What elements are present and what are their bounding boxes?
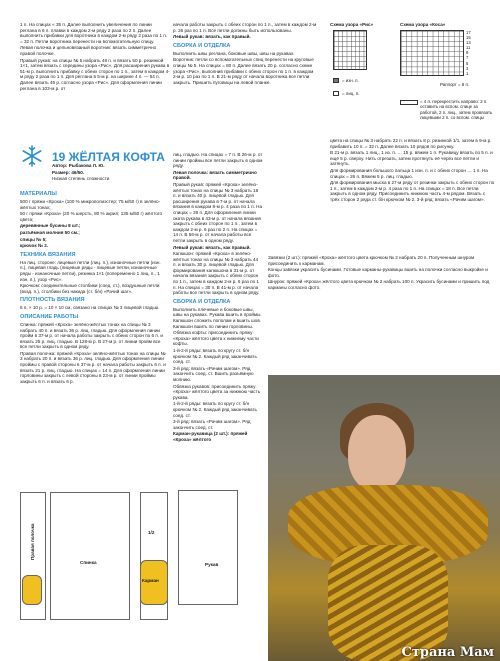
snowflake-icon [20, 144, 44, 168]
paragraph: Обвязка рукавов: присоединить пряжу «Кроха» жёлтого цвета за нижнюю часть рукава. [173, 383, 261, 400]
paragraph: Выполнить швы реглана, боковые швы, швы на рукавах. [173, 50, 295, 56]
material-item: крючок № 2. [20, 243, 49, 249]
paragraph: Левая полочка: вязать симметрично правой. [173, 169, 257, 181]
column-1-main [20, 188, 168, 488]
paragraph: лиц. гладью. На спицах = 7 п. В 26-м р. от линии проймы все петли закрыть в одном ряду. [173, 152, 263, 169]
row-number: 9 [466, 50, 469, 56]
legend-knit-text: = лиц. п. [342, 91, 360, 96]
section-heading: СБОРКА И ОТДЕЛКА [173, 298, 231, 305]
material-item: спицы № 5; [20, 236, 47, 242]
photo-sweater [328, 545, 448, 661]
legend-purl-symbol [333, 78, 339, 83]
legend-cable-symbol [400, 100, 418, 105]
paragraph: Правая полочка: пряжей «Кроха» зелёно-жёлтых тонах на спицы № 3 набрать 20 п. и вязать 36 р. лиц. гладью. Для оформления линии проймы с правой стороны в 37-м р. от начала работы закрыть 6 п. и вязать 21 р. лиц. гладью. На спицах = 14 п. Для оформления линии горловины закрыть с левой стороны в 23-м р. от линии проймы закрыть 6 п. и вязать 6 р. [20, 350, 166, 384]
material-item: разъёмная молния 50 см.; [20, 229, 80, 235]
paragraph: = 4 п. перекрестить направо: 2 п. оставить на вспом. спице за работой, 2 п. лиц., затем провязать лицевыми 2 п. со вспом. спицы [420, 99, 493, 121]
schema-label-pocket: Карман [142, 578, 159, 583]
paragraph: Крючком: соединительные столбики (соед. ст.), воздушные петли (возд. п.), столбики без накида (ст. б/н) «Рачий шаг». [20, 283, 160, 294]
material-item: 50 г пряжи «Кроха» (20 % шерсть, 80 % акрил; 135 м/50 г) жёлтого цвета; [20, 211, 163, 222]
author: Автор: Рыбакова Л. Ю. [52, 163, 105, 168]
paragraph: Выполнить плечевые и боковые швы, швы на рукавах. Рукава вшить в проймы. Капюшон сложить пополам и вшить шов. Капюшон вшить по линии горловины. [173, 306, 262, 329]
paragraph: Спинка: пряжей «Кроха» зелёно-жёлтых тонах на спицы № 3 набрать 40 п. и вязать 36 р. лиц. гладью. Для оформления линии пройм в 37-м р. от начала работы закрыть с обеих сторон по 6 п. и вязать 25 р. лиц. гладью. В 128-м р. В 27-м р. от линии пройм все все петли закрыть в одном ряду. [20, 321, 163, 350]
pattern-title: 19 ЖЁЛТАЯ КОФТА [52, 150, 165, 164]
schema-kosa-chart [400, 30, 464, 76]
paragraph: Капюшон: пряжей «Кроха» в зелёно-жёлтых тонах на спицы № 3 набрать 44 п. и вязать 30 р. лицевой гладью. Для формирования капюшона в 31-м р. от начала вязания закрыть с обеих сторон по 1 п., затем в каждом 2-м р. 6 раз по 1 п. На спицах = 30 п. В 41-м р. от начала работы все петли закрыть в одном ряду. [173, 251, 260, 296]
schema-hood [178, 490, 238, 605]
paragraph: Для формирования мыска в 27-м ряду от резинки закрыть с обеих сторон по 1 п., затем в каждом 2-м р. 4 раза по 1 п. На спицах = 18 п. Все петли закрыть в одном ряду. Присоединить нижнюю часть 4-м рядом. Вязать с трёх сторон 2 ряда ст. б/н крючком № 2. 3-й ряд: вязать «Рачим шагом». [330, 180, 495, 202]
paragraph: Левый рукав: вязать, как правый. [173, 34, 251, 40]
paragraph: Воротник: петли со вспомогательных спиц перенести на круговые спицы № 5. На спицах = 80 п. Далее вязать 20 р. согласно схеме узора «Рис», выполнив прибавки с обеих сторон по 1 п. в каждом 2-м р. 10 раз по 1 п. В 21-м ряду от начала воротника все петли закрыть. Пришить пуговицы на левой планке. [173, 57, 314, 85]
paragraph: 6 п. × 10 р. = 10 × 10 см, связано на спицах № 3 лицевой гладью. [20, 305, 160, 311]
schema-label-sleeve: Рукав [205, 562, 219, 567]
row-number: 1 [466, 70, 469, 76]
row-number: 3 [466, 65, 469, 71]
material-item: 500 г пряжи «Кроха» (100 % микрополиэстер; 75 м/50 г) в зелёно-жёлтых тонах; [20, 199, 161, 210]
paragraph: Обвязка кофты: присоединить пряжу «Кроха» жёлтого цвета к нижнему части кофты. [173, 330, 259, 347]
paragraph: Правый рукав: пряжей «Кроха» зелёно-жёлтых тонах на спицы № 3 набрать 18 п. и вязать 40 р. лицевой гладью. Для расширения рукава в 7-м р. от начала вязания в каждом 8-м р. 4 раза по 1 п. На спицах = 26 п. Для оформления линии оката рукава в 43-м р. от начала вязания закрыть с обеих сторон по 1 п., затем в каждом 2-м р. 6 раз по 2 п. На спицах = 14 п. В 56-м р. от начала работы все петли закрыть в одном ряду. [173, 181, 263, 243]
paragraph: 3-й ряд: вязать «Рачим шагом». Ряд закончить соед. ст. Вшить разъёмную молнию. [173, 365, 254, 382]
paragraph: Для формирования большого пальца 1 изн. п. и с обеих сторон … 1 п. На спицах = 26 п. Вяжем 5 р. лиц. гладью. [330, 167, 488, 179]
technique-heading: ТЕХНИКА ВЯЗАНИЯ [20, 251, 76, 258]
paragraph: 1 п. На спицах « 35 п. Далее выполнить увеличения по линии реглана в 6 п. плавки в каждом 2-м ряду 2 раза по 2 п. Далее выполнить прибавки для воротника в каждом 2-м ряду 2 раза по 1 п. = 32 п. Петли воротника перенести на вспомогательную спицу. [20, 22, 168, 44]
schema-label-half: 1/2 [148, 530, 155, 535]
column-1-top [20, 22, 170, 134]
legend-purl-text: = изн. п. [342, 78, 359, 83]
watermark: Страна Мам [401, 645, 494, 661]
row-number: 11 [466, 45, 471, 51]
paragraph: Шнурок: пряжей «Кроха» жёлтого цвета крючком № 2 набрать 100 п. Украсить бусинами и пришить под карманы согласно фото. [268, 279, 490, 290]
paragraph: Концы завязки украсить бусинами. Готовые карманы-рукавицы вшить на полочки согласно выкройке и фото. [268, 267, 488, 278]
pattern-meta [52, 163, 162, 183]
difficulty: Низкая степень сложности. [52, 176, 111, 182]
legend-cable-text [420, 99, 495, 133]
section-heading: СБОРКА И ОТДЕЛКА [173, 42, 231, 49]
paragraph: начала работы закрыть с обеих сторон по 1 п., затем в каждом 2-м р. 26 раз по 1 п. Все петли должны быть использованы. [173, 22, 317, 33]
row-number-column [466, 30, 482, 78]
paragraph: 1-й-2-й ряды: вязать по кругу ст. б/н крючком № 2. Каждый ряд заканчивать соед. ст. [173, 401, 257, 418]
schema-kosa-title: Схема узора «Коса» [400, 22, 446, 27]
schema-ris-chart [333, 30, 367, 70]
paragraph: Завязки (2 шт.): пряжей «Кроха» жёлтого цвета крючком № 2 набрать 20 п. Полученным шнуром присоединить к карманам. [268, 255, 475, 266]
rapport-label: Раппорт = 8 п. [440, 82, 470, 87]
row-number: 17 [466, 30, 471, 35]
row-number: 5 [466, 60, 469, 66]
legend-knit-symbol [333, 91, 339, 96]
schema-label-back: Спинка [80, 560, 97, 565]
paragraph: Правый рукав: на спицы № 5 набрать 48 п. и вязать 50 р. резинкой 1×1, затем вязать с середины узора «Рис». Для расширения рукава в 51-м р. выполнить прибавку с обеих сторон по 1 п., затем в каждом 4-м ряду 2 раза по 1 п. Для реглана в 5-м р. на ширине 4 п. — 54 п. Далее вязать 45 р. согласно узора «Рис». Для оформления линии реглана в 103-м р. от [20, 57, 170, 91]
column-3-top [330, 138, 495, 248]
paragraph: Карман-рукавица (2 шт.): пряжей «Кроха» жёлтого [173, 431, 248, 442]
schema-label-right-front: Правая полочка [30, 523, 35, 560]
paragraph: Левый рукав: вязать, как правый. [173, 244, 251, 250]
schema-mitten-left [22, 575, 42, 605]
work-heading: ОПИСАНИЕ РАБОТЫ [20, 313, 79, 320]
size: Размер: 46/50. [52, 169, 85, 175]
schema-ris-title: Схема узора «Рис» [330, 22, 374, 27]
row-number: 13 [466, 40, 471, 46]
paragraph: 1-й-2-й ряды: вязать по кругу ст. б/н крючком № 2. Каждый ряд заканчивать соед. ст. [173, 348, 257, 365]
model-photo [268, 375, 500, 661]
density-heading: ПЛОТНОСТЬ ВЯЗАНИЯ [20, 297, 85, 304]
paragraph: Левая полочка и цельновязаный воротник: вязать симметрично правой полочке. [20, 45, 157, 56]
material-item: деревянные бусины 8 шт.; [20, 223, 81, 229]
row-number: 7 [466, 55, 469, 61]
materials-heading: МАТЕРИАЛЫ [20, 191, 57, 197]
paragraph: цвета на спицы № 3 набрать 22 п. и вязать 8 р. резинкой 1/1, затем в 9-м р. прибавить 10 п. = 32 п. Далее вязать 10 рядов по рисунку. [330, 138, 492, 149]
photo-face [348, 415, 406, 491]
paragraph: На лиц. стороне: лицевые петли (лиц. п.), изнаночные петли (изн. п.), лицевая гладь (лицевые ряды - лицевые петли, изнаночные ряды - изнаночные петли), резинка 1×1 (попеременно 1 лиц. п., 1 изн. п.), узор «Рис». [20, 259, 161, 282]
row-number: 15 [466, 35, 471, 41]
paragraph: 3-й ряд: вязать «Рачим шагом». Ряд закончить соед. ст. [173, 419, 251, 430]
paragraph: В 21-м р. вязать 1 лиц., 1 из. п. … 15 р. вяжем 1 п. Рукавицу вязать по 5 п. и ещё 5 р. сверху. Нить отрезать, затем протянуть её через все петли и затянуть. [330, 150, 493, 167]
pattern-title-block [20, 150, 170, 164]
column-3-mid [268, 255, 496, 370]
schema-back [50, 492, 130, 620]
column-2-top [173, 22, 318, 134]
